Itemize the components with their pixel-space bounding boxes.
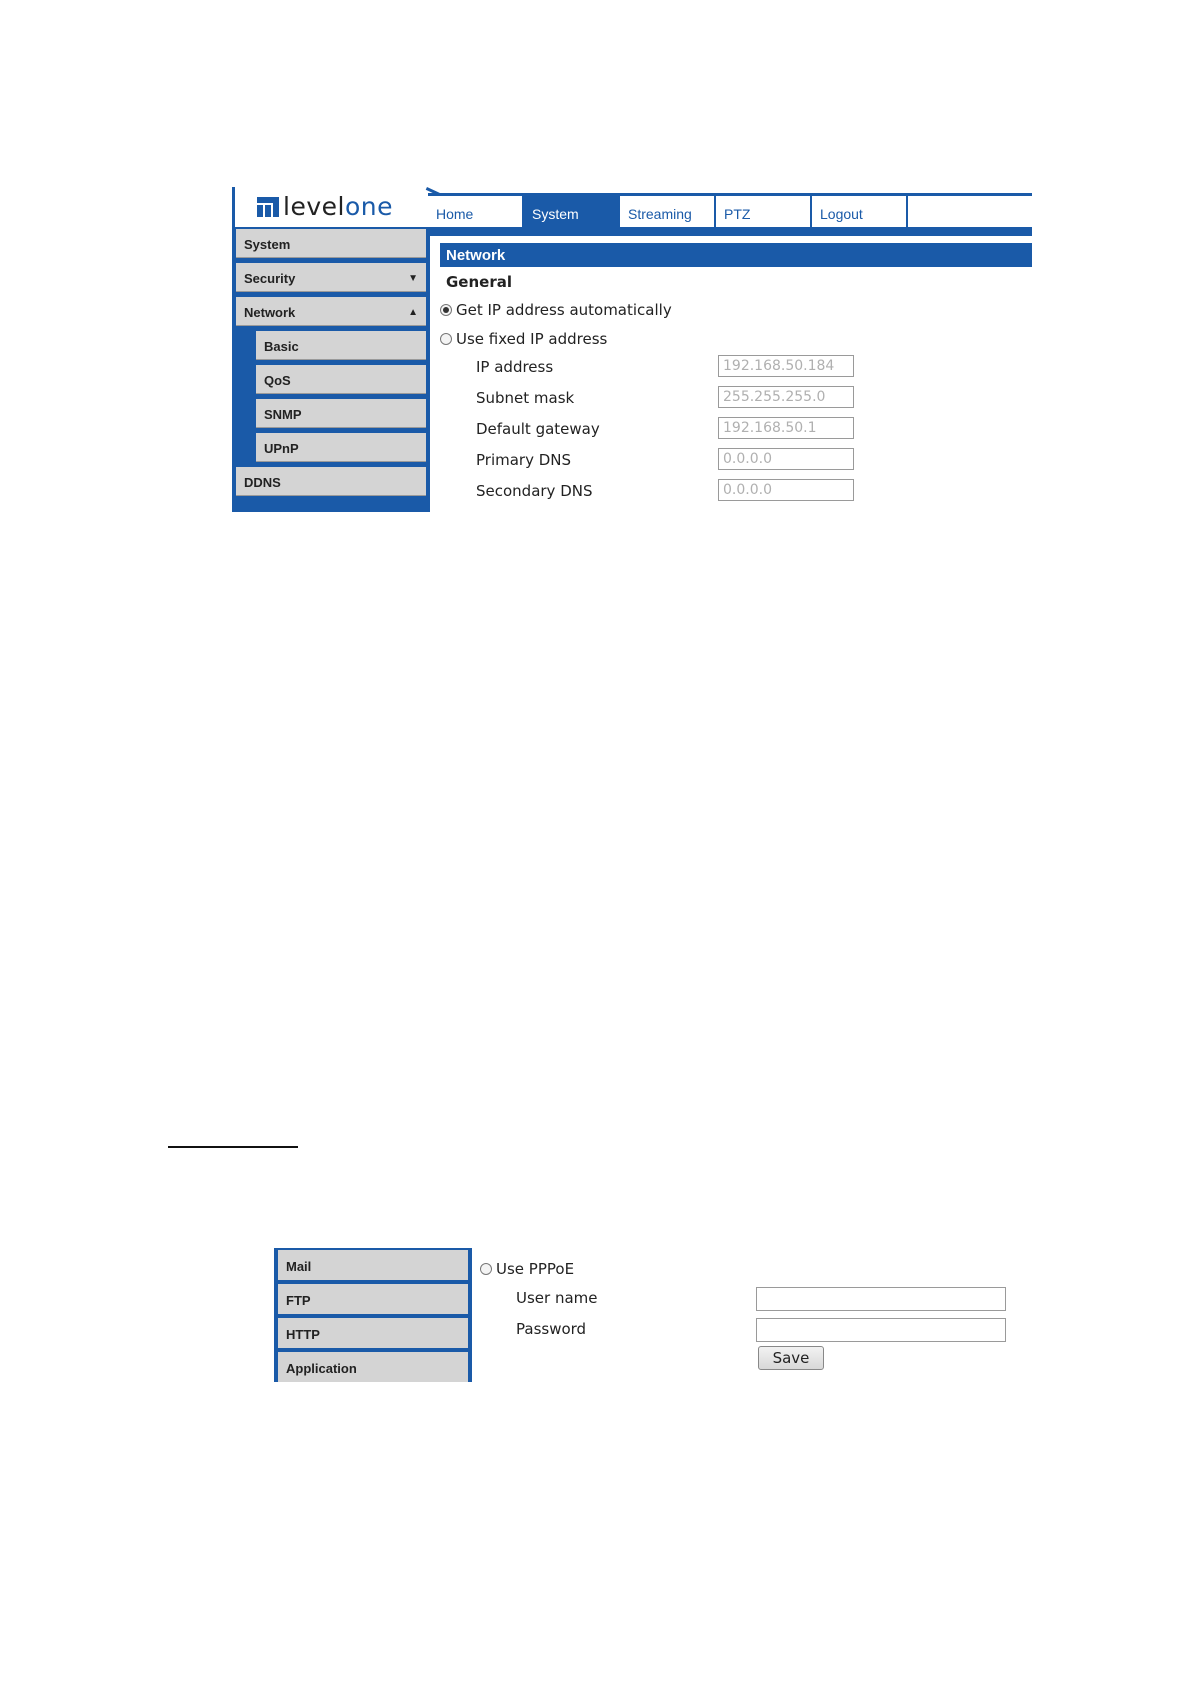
top-navigation — [428, 193, 1032, 230]
sidebar-item-system[interactable] — [236, 229, 426, 258]
sidebar-item-label: Security — [244, 271, 296, 286]
sidebar-item-label: Network — [244, 305, 296, 320]
sidebar-item-label: QoS — [264, 373, 291, 388]
sidebar-item-mail[interactable] — [278, 1250, 468, 1280]
sidebar-item-security[interactable] — [236, 263, 426, 292]
sidebar-item-label: Basic — [264, 339, 299, 354]
password-label: Password — [516, 1320, 587, 1338]
secondary-dns-label: Secondary DNS — [476, 482, 593, 500]
logo-area — [232, 187, 433, 227]
sidebar-item-label: Mail — [286, 1259, 312, 1274]
sidebar-item-label: FTP — [286, 1293, 311, 1308]
secondary-dns-field[interactable]: 0.0.0.0 — [718, 479, 854, 501]
radio-pppoe-label: Use PPPoE — [496, 1260, 575, 1278]
levelone-logo — [257, 193, 393, 221]
username-field[interactable] — [756, 1287, 1006, 1311]
ip-address-field[interactable]: 192.168.50.184 — [718, 355, 854, 377]
radio-checked-icon[interactable] — [440, 304, 452, 316]
panel-title: Network — [440, 243, 1032, 267]
chevron-down-icon: ▼ — [408, 273, 418, 284]
default-gateway-label: Default gateway — [476, 420, 600, 438]
radio-auto-ip-label: Get IP address automatically — [456, 301, 672, 319]
subnet-mask-label: Subnet mask — [476, 389, 575, 407]
horizontal-rule — [168, 1146, 298, 1148]
camera-web-ui-pppoe — [274, 1248, 1014, 1382]
default-gateway-field[interactable]: 192.168.50.1 — [718, 417, 854, 439]
tab-logout[interactable]: Logout — [812, 196, 908, 227]
nav-underline — [428, 227, 1032, 236]
logo-text-one: one — [344, 192, 393, 221]
tab-home[interactable]: Home — [428, 196, 524, 227]
camera-web-ui-network — [232, 187, 1032, 512]
ip-address-label: IP address — [476, 358, 554, 376]
primary-dns-field[interactable]: 0.0.0.0 — [718, 448, 854, 470]
sidebar-item-basic[interactable] — [256, 331, 426, 360]
radio-pppoe[interactable] — [480, 1260, 574, 1278]
radio-unchecked-icon[interactable] — [440, 333, 452, 345]
sidebar-item-label: DDNS — [244, 475, 281, 490]
sidebar-item-label: System — [244, 237, 291, 252]
sidebar — [232, 227, 430, 512]
sidebar-lower — [274, 1248, 472, 1382]
password-field[interactable] — [756, 1318, 1006, 1342]
sidebar-item-label: Application — [286, 1361, 357, 1376]
tab-streaming[interactable]: Streaming — [620, 196, 716, 227]
tab-system[interactable]: System — [524, 196, 620, 227]
username-label: User name — [516, 1289, 598, 1307]
sidebar-item-label: HTTP — [286, 1327, 320, 1342]
levelone-logo-icon — [257, 197, 279, 217]
radio-fixed-ip-label: Use fixed IP address — [456, 330, 608, 348]
chevron-up-icon: ▲ — [408, 307, 418, 318]
sidebar-item-application[interactable] — [278, 1352, 468, 1382]
primary-dns-label: Primary DNS — [476, 451, 572, 469]
save-button[interactable]: Save — [758, 1346, 824, 1370]
radio-auto-ip[interactable] — [440, 301, 672, 319]
sidebar-item-qos[interactable] — [256, 365, 426, 394]
sidebar-item-label: UPnP — [264, 441, 299, 456]
radio-fixed-ip[interactable] — [440, 330, 607, 348]
logo-text-level: level — [283, 192, 345, 221]
sidebar-item-label: SNMP — [264, 407, 302, 422]
sidebar-item-ftp[interactable] — [278, 1284, 468, 1314]
sidebar-item-network[interactable] — [236, 297, 426, 326]
section-heading: General — [446, 273, 512, 291]
tab-ptz[interactable]: PTZ — [716, 196, 812, 227]
sidebar-item-http[interactable] — [278, 1318, 468, 1348]
sidebar-item-ddns[interactable] — [236, 467, 426, 496]
subnet-mask-field[interactable]: 255.255.255.0 — [718, 386, 854, 408]
sidebar-item-snmp[interactable] — [256, 399, 426, 428]
radio-unchecked-icon[interactable] — [480, 1263, 492, 1275]
sidebar-item-upnp[interactable] — [256, 433, 426, 462]
